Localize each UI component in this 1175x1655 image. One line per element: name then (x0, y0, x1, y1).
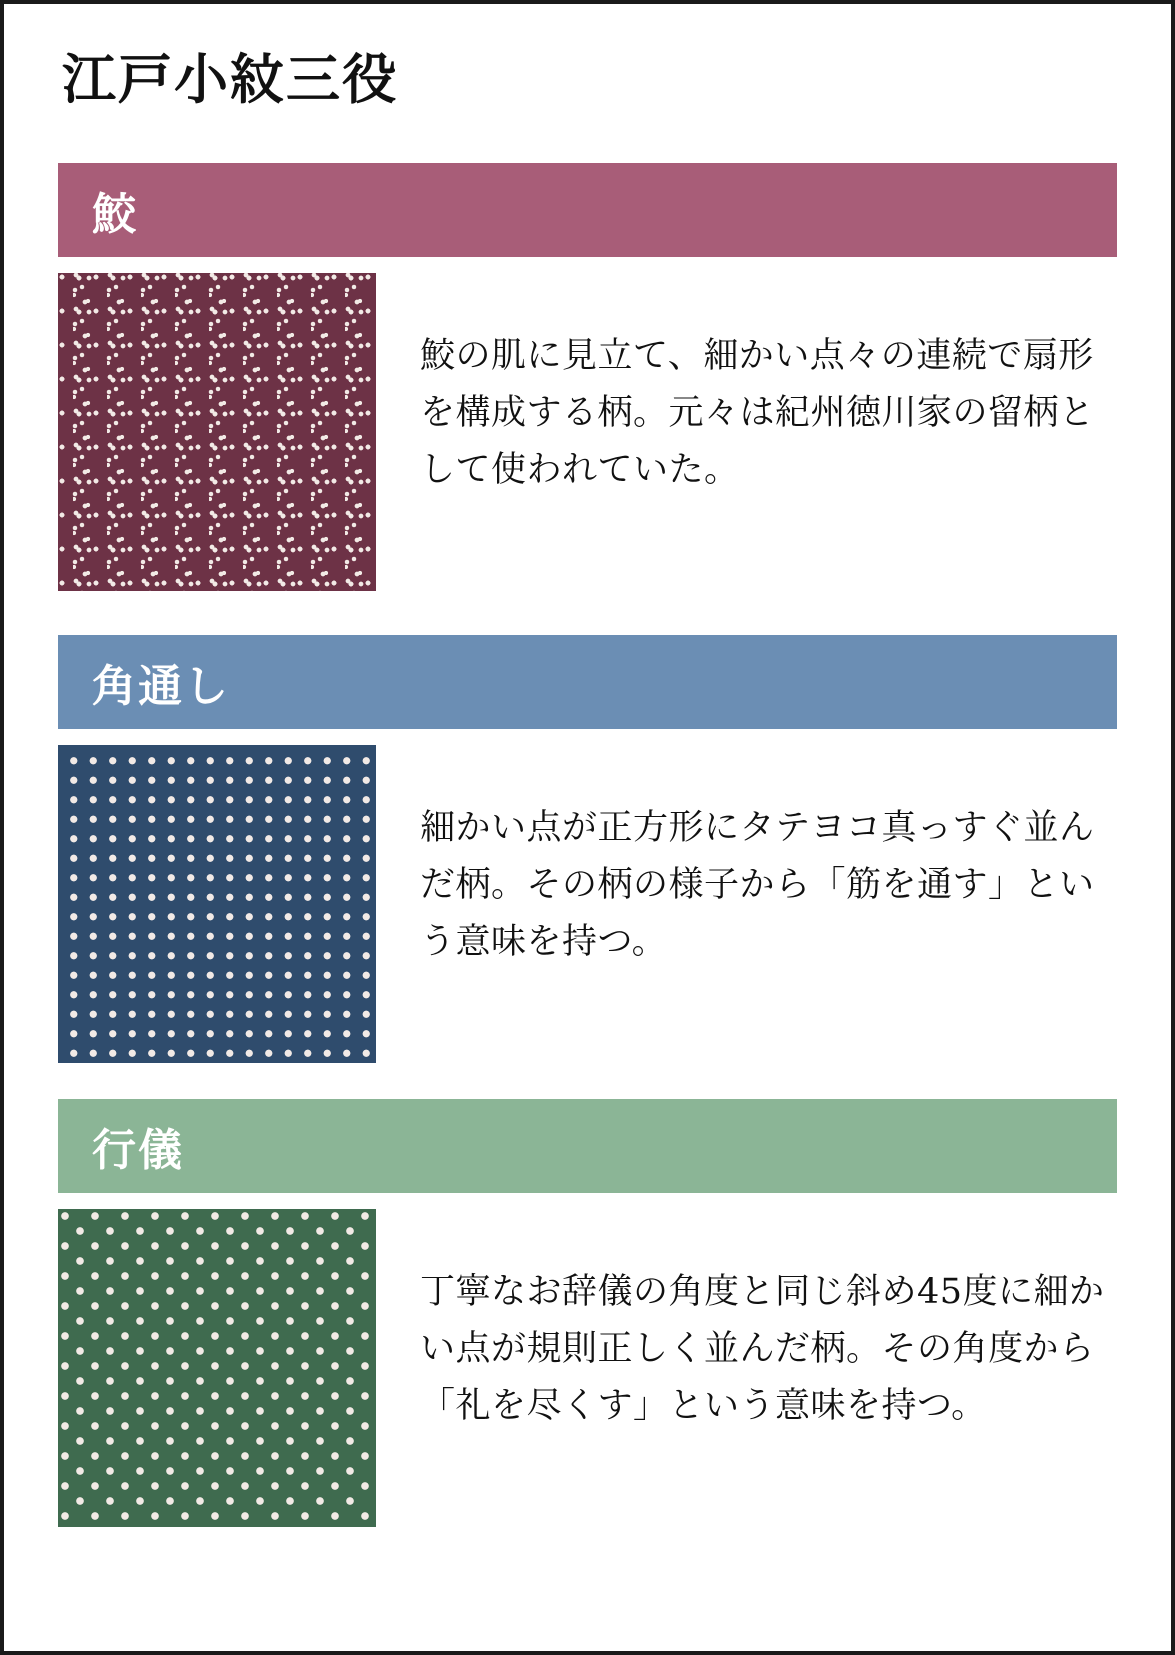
page-title: 江戸小紋三役 (62, 48, 398, 111)
section-kakudoshi (4, 635, 1171, 1063)
kakudoshi-pattern-swatch (58, 745, 376, 1063)
section-header-same (58, 163, 1117, 257)
section-body-gyougi (58, 1209, 1117, 1527)
section-title-gyougi: 行儀 (92, 1125, 184, 1177)
gyougi-pattern-swatch (58, 1209, 376, 1527)
section-description-kakudoshi: 細かい点が正方形にタテヨコ真っすぐ並んだ柄。その柄の様子から「筋を通す」という意味を持つ。 (420, 808, 1095, 962)
section-header-kakudoshi (58, 635, 1117, 729)
section-gyougi (4, 1099, 1171, 1527)
section-description-gyougi: 丁寧なお辞儀の角度と同じ斜め45度に細かい点が規則正しく並んだ柄。その角度から「礼を尽くす」という意味を持つ。 (420, 1272, 1105, 1426)
section-header-gyougi (58, 1099, 1117, 1193)
section-same (4, 163, 1171, 591)
section-title-kakudoshi: 角通し (92, 661, 230, 713)
same-pattern-swatch (58, 273, 376, 591)
section-title-same: 鮫 (92, 189, 138, 241)
section-description-same: 鮫の肌に見立て、細かい点々の連続で扇形を構成する柄。元々は紀州徳川家の留柄として使われていた。 (420, 336, 1095, 490)
section-body-same (58, 273, 1117, 591)
section-body-kakudoshi (58, 745, 1117, 1063)
